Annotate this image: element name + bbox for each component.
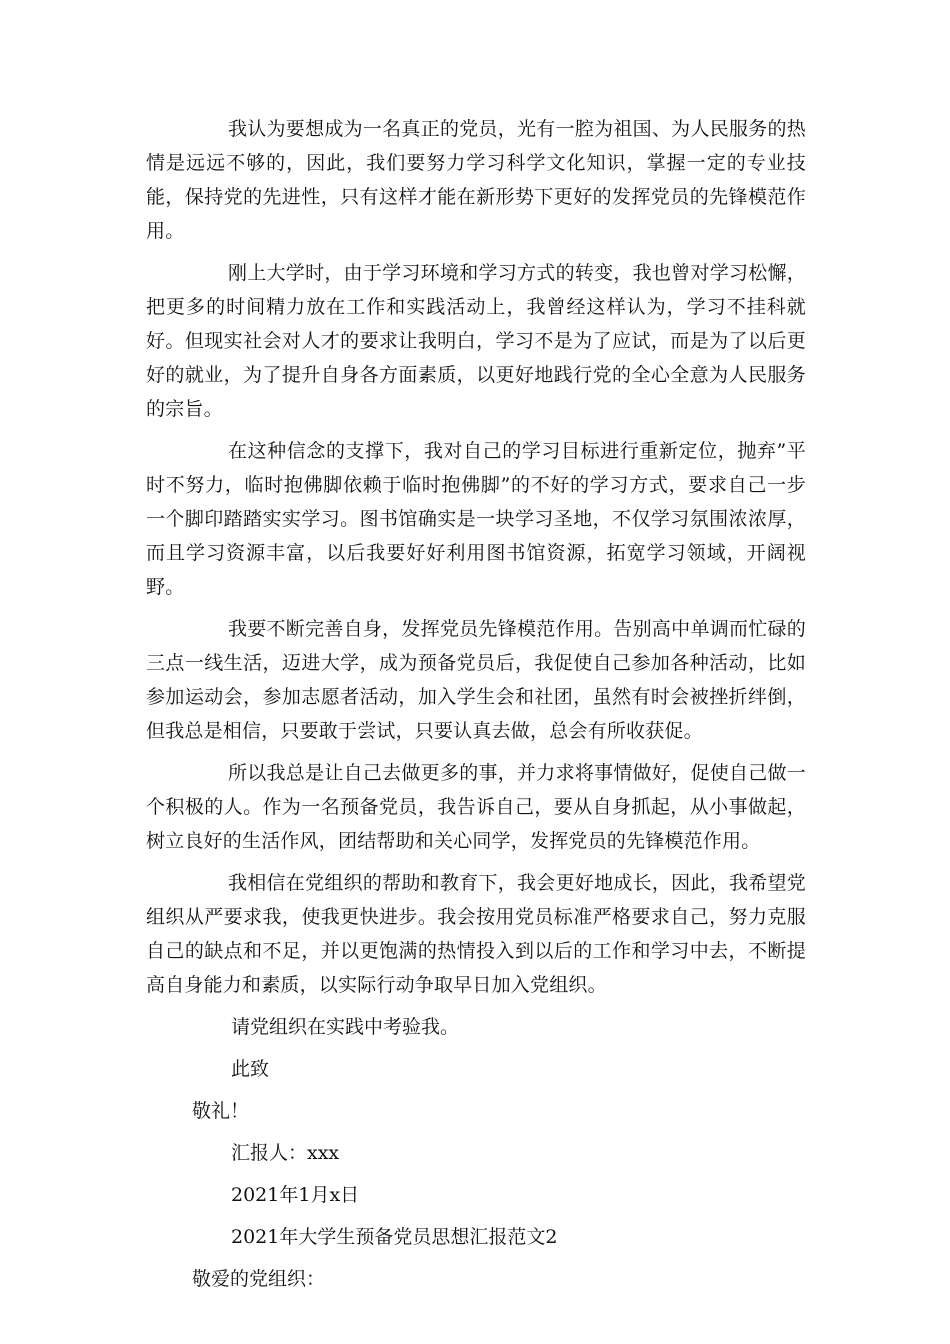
report-date: 2021年1月x日 [231, 1184, 360, 1206]
paragraph-6: 我相信在党组织的帮助和教育下，我会更好地成长，因此，我希望党组织从严要求我，使我更快进步。我会按用党员标准严格要求自己，努力克服自己的缺点和不足，并以更饱满的热情投入到以后的工作和学习中去，不断提高自身能力和素质，以实际行动争取早日加入党组织。 [146, 872, 806, 996]
paragraph-3: 在这种信念的支撑下，我对自己的学习目标进行重新定位，抛弃”平时不努力，临时抱佛脚依赖于临时抱佛脚”的不好的学习方式，要求自己一步一个脚印踏踏实实学习。图书馆确实是一块学习圣地，不仅学习氛围浓浓厚，而且学习资源丰富，以后我要好好利用图书馆资源，拓宽学习领域，开阔视野。 [146, 440, 806, 598]
paragraph-4: 我要不断完善自身，发挥党员先锋模范作用。告别高中单调而忙碌的三点一线生活，迈进大学，成为预备党员后，我促使自己参加各种活动，比如参加运动会，参加志愿者活动，加入学生会和社团，虽然有时会被挫折绊倒，但我总是相信，只要敢于尝试，只要认真去做，总会有所收获促。 [146, 618, 806, 742]
paragraph-5: 所以我总是让自己去做更多的事，并力求将事情做好，促使自己做一个积极的人。作为一名预备党员，我告诉自己，要从自身抓起，从小事做起，树立良好的生活作风，团结帮助和关心同学，发挥党员的先锋模范作用。 [146, 762, 806, 852]
closing-request: 请党组织在实践中考验我。 [231, 1016, 460, 1038]
document-body [146, 112, 806, 1304]
paragraph-1: 我认为要想成为一名真正的党员，光有一腔为祖国、为人民服务的热情是远远不够的，因此，我们要努力学习科学文化知识，掌握一定的专业技能，保持党的先进性，只有这样才能在新形势下更好的发挥党员的先锋模范作用。 [146, 118, 806, 242]
salutation-cizhi: 此致 [231, 1058, 270, 1080]
paragraph-2: 刚上大学时，由于学习环境和学习方式的转变，我也曾对学习松懈，把更多的时间精力放在工作和实践活动上，我曾经这样认为，学习不挂科就好。但现实社会对人才的要求让我明白，学习不是为了应试，而是为了以后更好的就业，为了提升自身各方面素质，以更好地践行党的全心全意为人民服务的宗旨。 [146, 262, 806, 420]
next-article-greeting: 敬爱的党组织： [192, 1268, 326, 1290]
salutation-jingli: 敬礼！ [192, 1100, 250, 1122]
next-article-title: 2021年大学生预备党员思想汇报范文2 [231, 1226, 558, 1248]
reporter-name: 汇报人：xxx [231, 1142, 340, 1164]
